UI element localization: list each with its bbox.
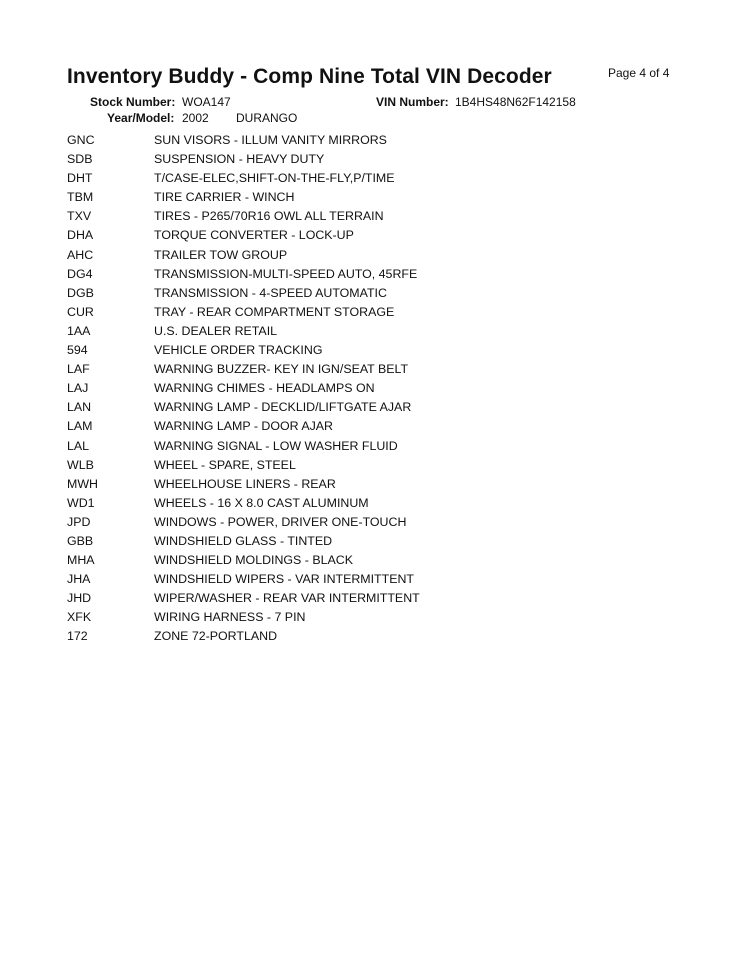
- option-description: U.S. DEALER RETAIL: [154, 323, 278, 338]
- option-code: WLB: [67, 457, 94, 472]
- option-description: WARNING CHIMES - HEADLAMPS ON: [154, 381, 375, 396]
- option-code: JPD: [67, 514, 91, 529]
- option-code: LAL: [67, 438, 90, 453]
- option-code: LAF: [67, 362, 90, 377]
- option-code: XFK: [67, 610, 92, 625]
- option-code: LAN: [67, 400, 92, 415]
- option-description: TRANSMISSION - 4-SPEED AUTOMATIC: [154, 285, 387, 300]
- year-value: 2002: [182, 111, 209, 125]
- option-description: WINDSHIELD MOLDINGS - BLACK: [154, 553, 353, 568]
- option-description: VEHICLE ORDER TRACKING: [154, 343, 323, 358]
- option-description: WINDSHIELD WIPERS - VAR INTERMITTENT: [154, 572, 414, 587]
- option-description: TRAY - REAR COMPARTMENT STORAGE: [154, 304, 395, 319]
- stock-number-value: WOA147: [182, 95, 231, 109]
- option-code: JHD: [67, 591, 92, 606]
- option-code: TXV: [67, 209, 92, 224]
- year-model-label: Year/Model:: [107, 111, 175, 125]
- option-code: CUR: [67, 304, 94, 319]
- option-description: WHEELS - 16 X 8.0 CAST ALUMINUM: [154, 495, 369, 510]
- option-description: TIRE CARRIER - WINCH: [154, 190, 295, 205]
- vin-number-value: 1B4HS48N62F142158: [455, 95, 576, 109]
- option-code: DGB: [67, 285, 94, 300]
- option-description: SUN VISORS - ILLUM VANITY MIRRORS: [154, 133, 387, 147]
- option-code: 172: [67, 629, 88, 644]
- option-description: WHEELHOUSE LINERS - REAR: [154, 476, 336, 491]
- option-code: LAJ: [67, 381, 89, 396]
- option-code: MWH: [67, 476, 98, 491]
- option-description: TORQUE CONVERTER - LOCK-UP: [154, 228, 354, 243]
- stock-number-label: Stock Number:: [90, 95, 176, 109]
- option-description: T/CASE-ELEC,SHIFT-ON-THE-FLY,P/TIME: [154, 171, 395, 186]
- option-code: LAM: [67, 419, 93, 434]
- option-code: SDB: [67, 152, 93, 167]
- option-code: DHA: [67, 228, 94, 243]
- option-code: JHA: [67, 572, 91, 587]
- option-description: TRANSMISSION-MULTI-SPEED AUTO, 45RFE: [154, 266, 418, 281]
- option-description: TIRES - P265/70R16 OWL ALL TERRAIN: [154, 209, 384, 224]
- option-description: WINDSHIELD GLASS - TINTED: [154, 533, 333, 548]
- option-code: AHC: [67, 247, 94, 262]
- option-description: WARNING SIGNAL - LOW WASHER FLUID: [154, 438, 398, 453]
- page-number: Page 4 of 4: [608, 66, 670, 80]
- option-description: WARNING BUZZER- KEY IN IGN/SEAT BELT: [154, 362, 409, 377]
- option-description: TRAILER TOW GROUP: [154, 247, 288, 262]
- report-title: Inventory Buddy - Comp Nine Total VIN Decoder: [67, 65, 552, 88]
- option-description: WIPER/WASHER - REAR VAR INTERMITTENT: [154, 591, 420, 606]
- option-code: 1AA: [67, 323, 91, 338]
- option-description: ZONE 72-PORTLAND: [154, 629, 278, 644]
- option-description: WIRING HARNESS - 7 PIN: [154, 610, 306, 625]
- option-description: WHEEL - SPARE, STEEL: [154, 457, 296, 472]
- option-description: SUSPENSION - HEAVY DUTY: [154, 152, 325, 167]
- option-code: GNC: [67, 133, 95, 147]
- model-value: DURANGO: [236, 111, 298, 125]
- option-code: GBB: [67, 533, 94, 548]
- option-code: 594: [67, 343, 88, 358]
- option-code: MHA: [67, 553, 95, 568]
- vin-number-label: VIN Number:: [376, 95, 449, 109]
- option-code: DG4: [67, 266, 93, 281]
- option-description: WARNING LAMP - DECKLID/LIFTGATE AJAR: [154, 400, 412, 415]
- option-code: TBM: [67, 190, 94, 205]
- option-code: DHT: [67, 171, 93, 186]
- option-description: WARNING LAMP - DOOR AJAR: [154, 419, 333, 434]
- option-code: WD1: [67, 495, 95, 510]
- option-description: WINDOWS - POWER, DRIVER ONE-TOUCH: [154, 514, 407, 529]
